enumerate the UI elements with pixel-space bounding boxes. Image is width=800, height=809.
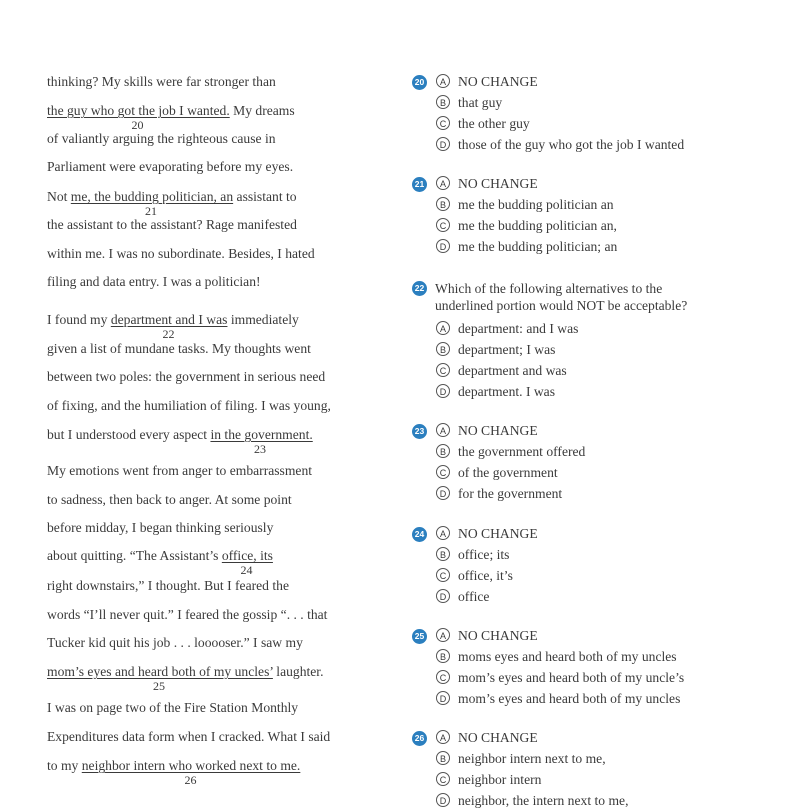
passage-line: [47, 159, 293, 175]
answer-option[interactable]: [436, 321, 578, 337]
underlined-portion: office, its: [221, 548, 273, 563]
question-stem: Which of the following alternatives to the: [435, 281, 663, 296]
question-number-badge: 21: [412, 177, 427, 192]
option-letter-bubble[interactable]: B: [436, 649, 450, 663]
underlined-portion: neighbor intern who worked next to me.: [81, 758, 301, 773]
question-stem: underlined portion would NOT be acceptable?: [435, 298, 688, 313]
question-number-badge: 23: [412, 424, 427, 439]
answer-option[interactable]: [436, 176, 538, 192]
question-reference-number: 21: [145, 204, 157, 218]
passage-text: to my: [47, 758, 82, 773]
passage-line: [47, 103, 295, 119]
passage-text: about quitting. “The Assistant’s: [47, 548, 222, 563]
passage-line: [47, 189, 297, 205]
option-letter-bubble[interactable]: A: [436, 321, 450, 335]
passage-text: before midday, I began thinking seriously: [47, 520, 274, 535]
passage-line: [47, 217, 297, 233]
option-letter-bubble[interactable]: D: [436, 137, 450, 151]
passage-text: Tucker kid quit his job . . . looooser.” I saw my: [47, 635, 303, 650]
question-number-badge: 22: [412, 281, 427, 296]
answer-option[interactable]: [436, 384, 555, 400]
option-text: office, it’s: [458, 568, 513, 583]
question-reference-number: 23: [254, 442, 266, 456]
answer-option[interactable]: [436, 793, 628, 809]
question-reference-number: 24: [240, 563, 253, 577]
answer-option[interactable]: [436, 670, 684, 686]
passage-text: laughter.: [272, 664, 324, 679]
option-text: for the government: [458, 486, 563, 501]
option-letter-bubble[interactable]: C: [436, 772, 450, 786]
passage-line: [47, 492, 292, 508]
passage-line: [47, 246, 315, 262]
option-text: mom’s eyes and heard both of my uncles: [458, 691, 681, 706]
question-number-badge: 20: [412, 75, 427, 90]
passage-line: [47, 520, 273, 536]
passage-line: [47, 635, 303, 651]
question-reference-number: 26: [184, 773, 197, 787]
option-text: neighbor intern next to me,: [458, 751, 606, 766]
option-text: office: [458, 589, 490, 604]
answer-option[interactable]: [436, 526, 538, 542]
option-text: NO CHANGE: [458, 176, 538, 191]
question-number-badge: 24: [412, 527, 427, 542]
passage-text: Expenditures data form when I cracked. What I said: [47, 729, 331, 744]
answer-option[interactable]: [436, 568, 513, 584]
passage-line: [47, 131, 276, 147]
passage-line: [47, 398, 331, 414]
option-letter-bubble[interactable]: B: [436, 342, 450, 356]
passage-line: [47, 463, 312, 479]
option-text: department; I was: [458, 342, 556, 357]
passage-text: of fixing, and the humiliation of filing. I was young,: [47, 398, 331, 413]
answer-option[interactable]: [436, 649, 677, 665]
passage-text: the assistant to the assistant? Rage manifested: [47, 217, 297, 232]
option-letter-bubble[interactable]: A: [436, 74, 450, 88]
question-reference-number: 20: [131, 118, 144, 132]
passage-line: [47, 369, 325, 385]
option-letter-bubble[interactable]: C: [436, 363, 450, 377]
answer-option[interactable]: [436, 423, 538, 439]
answer-option[interactable]: [436, 730, 538, 746]
passage-text: of valiantly arguing the righteous cause in: [47, 131, 276, 146]
passage-line: [47, 548, 273, 564]
passage-text: I found my: [47, 312, 111, 327]
passage-text: I was on page two of the Fire Station Monthly: [47, 700, 299, 715]
option-text: of the government: [458, 465, 558, 480]
answer-option[interactable]: [436, 444, 585, 460]
answer-option[interactable]: [436, 197, 614, 213]
option-letter-bubble[interactable]: C: [436, 116, 450, 130]
option-text: neighbor intern: [458, 772, 542, 787]
question-number-badge: 26: [412, 731, 427, 746]
option-letter-bubble[interactable]: D: [436, 239, 450, 253]
passage-text: right downstairs,” I thought. But I feared the: [47, 578, 289, 593]
option-letter-bubble[interactable]: B: [436, 444, 450, 458]
option-text: those of the guy who got the job I wanted: [458, 137, 685, 152]
underlined-portion: me, the budding politician, an: [70, 189, 234, 204]
option-letter-bubble[interactable]: D: [436, 691, 450, 705]
option-letter-bubble[interactable]: A: [436, 628, 450, 642]
option-text: me the budding politician an: [458, 197, 614, 212]
option-text: department and was: [458, 363, 567, 378]
option-letter-bubble[interactable]: D: [436, 793, 450, 807]
option-letter-bubble[interactable]: B: [436, 547, 450, 561]
passage-line: [47, 274, 261, 290]
underlined-portion: in the government.: [210, 427, 313, 442]
option-letter-bubble[interactable]: D: [436, 486, 450, 500]
passage-line: [47, 312, 299, 328]
option-text: department: and I was: [458, 321, 579, 336]
passage-line: [47, 700, 298, 716]
answer-option[interactable]: [436, 218, 617, 234]
passage-text: Parliament were evaporating before my eyes.: [47, 159, 294, 174]
answer-option[interactable]: [436, 772, 541, 788]
answer-option[interactable]: [436, 547, 509, 563]
answer-option[interactable]: [436, 465, 558, 481]
passage-text: assistant to: [233, 189, 297, 204]
option-text: the other guy: [458, 116, 530, 131]
passage-line: [47, 729, 330, 745]
passage-line: [47, 341, 311, 357]
option-text: the government offered: [458, 444, 586, 459]
option-letter-bubble[interactable]: A: [436, 176, 450, 190]
passage-line: [47, 664, 323, 680]
answer-option[interactable]: [436, 342, 555, 358]
question-reference-number: 25: [153, 679, 165, 693]
option-text: neighbor, the intern next to me,: [458, 793, 629, 808]
option-letter-bubble[interactable]: C: [436, 670, 450, 684]
option-letter-bubble[interactable]: C: [436, 218, 450, 232]
answer-option[interactable]: [436, 116, 530, 132]
option-text: NO CHANGE: [458, 74, 538, 89]
answer-option[interactable]: [436, 486, 562, 502]
answer-option[interactable]: [436, 691, 680, 707]
question-number-badge: 25: [412, 629, 427, 644]
answer-option[interactable]: [436, 239, 617, 255]
passage-text: immediately: [227, 312, 299, 327]
option-text: NO CHANGE: [458, 423, 538, 438]
option-text: mom’s eyes and heard both of my uncle’s: [458, 670, 685, 685]
answer-option[interactable]: [436, 74, 538, 90]
passage-text: My emotions went from anger to embarrassment: [47, 463, 313, 478]
option-text: department. I was: [458, 384, 556, 399]
answer-option[interactable]: [436, 137, 684, 153]
underlined-portion: mom’s eyes and heard both of my uncles’: [47, 664, 273, 679]
passage-line: [47, 427, 313, 443]
passage-text: Not: [47, 189, 71, 204]
option-text: office; its: [458, 547, 510, 562]
option-letter-bubble[interactable]: C: [436, 465, 450, 479]
option-text: me the budding politician an,: [458, 218, 617, 233]
option-text: moms eyes and heard both of my uncles: [458, 649, 677, 664]
option-letter-bubble[interactable]: A: [436, 730, 450, 744]
option-letter-bubble[interactable]: D: [436, 589, 450, 603]
passage-text: given a list of mundane tasks. My thoughts went: [47, 341, 311, 356]
underlined-portion: the guy who got the job I wanted.: [47, 103, 230, 118]
passage-text: between two poles: the government in serious need: [47, 369, 326, 384]
passage-text: but I understood every aspect: [47, 427, 211, 442]
question-reference-number: 22: [162, 327, 175, 341]
option-text: me the budding politician; an: [458, 239, 618, 254]
passage-text: to sadness, then back to anger. At some point: [47, 492, 292, 507]
passage-text: within me. I was no subordinate. Besides, I hated: [47, 246, 315, 261]
option-letter-bubble[interactable]: B: [436, 95, 450, 109]
option-text: NO CHANGE: [458, 526, 538, 541]
passage-line: [47, 578, 289, 594]
answer-option[interactable]: [436, 363, 567, 379]
passage-text: thinking? My skills were far stronger than: [47, 74, 276, 89]
underlined-portion: department and I was: [110, 312, 228, 327]
option-letter-bubble[interactable]: B: [436, 197, 450, 211]
option-letter-bubble[interactable]: A: [436, 526, 450, 540]
answer-option[interactable]: [436, 95, 502, 111]
answer-option[interactable]: [436, 589, 489, 605]
passage-line: [47, 607, 327, 623]
option-letter-bubble[interactable]: D: [436, 384, 450, 398]
passage-line: [47, 74, 276, 90]
answer-option[interactable]: [436, 751, 606, 767]
passage-line: [47, 758, 300, 774]
option-letter-bubble[interactable]: A: [436, 423, 450, 437]
answer-option[interactable]: [436, 628, 538, 644]
option-text: that guy: [458, 95, 503, 110]
passage-text: filing and data entry. I was a politician!: [47, 274, 261, 289]
option-text: NO CHANGE: [458, 730, 538, 745]
option-letter-bubble[interactable]: B: [436, 751, 450, 765]
passage-text: My dreams: [229, 103, 295, 118]
option-letter-bubble[interactable]: C: [436, 568, 450, 582]
passage-text: words “I’ll never quit.” I feared the gossip “. . . that: [47, 607, 328, 622]
option-text: NO CHANGE: [458, 628, 538, 643]
